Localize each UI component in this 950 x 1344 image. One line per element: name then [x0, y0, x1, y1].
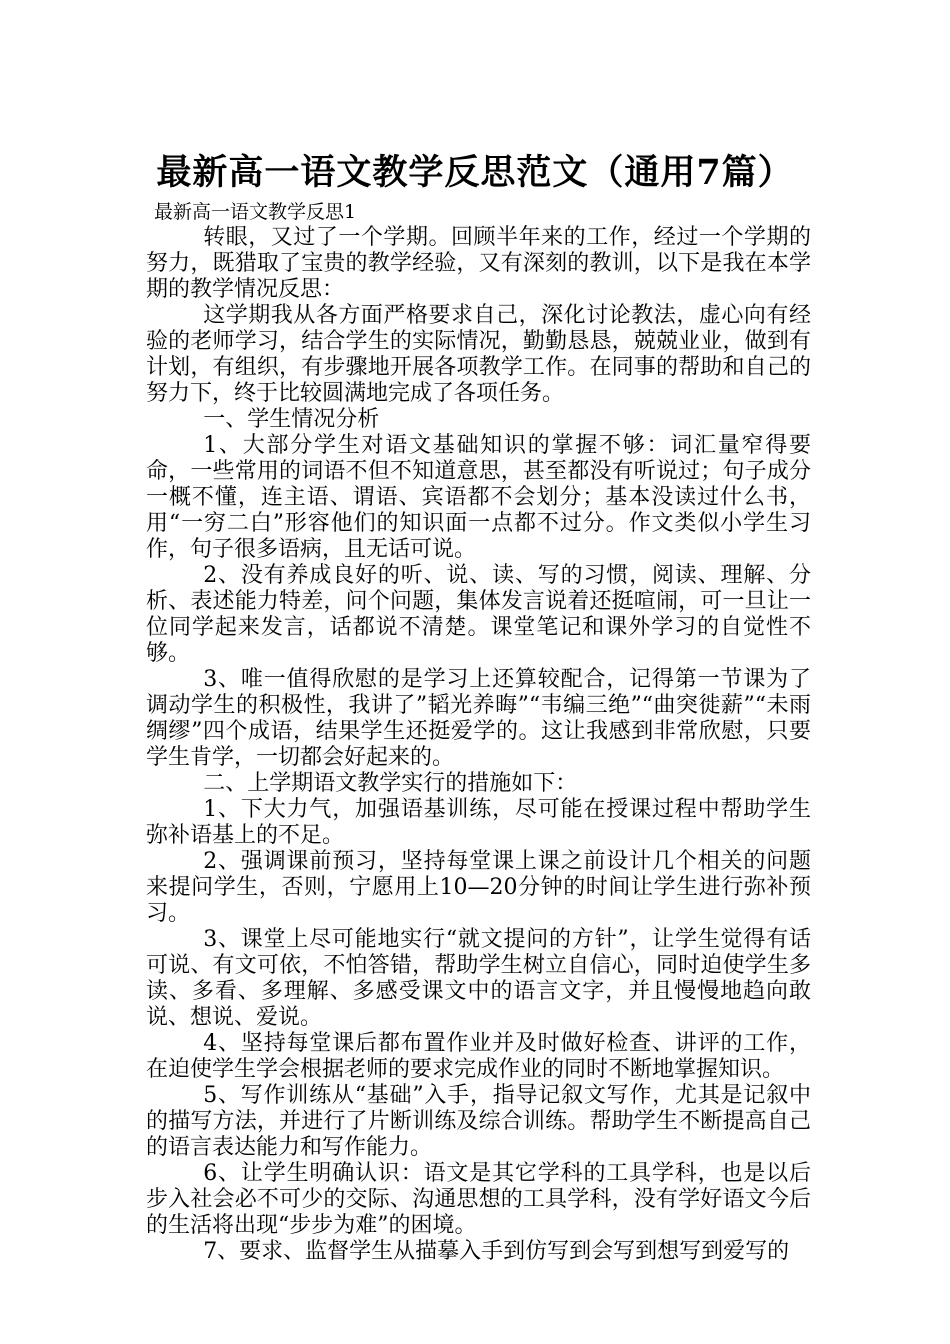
- section-subheading: 一、学生情况分析: [203, 407, 380, 432]
- paragraph: 7、要求、监督学生从描摹入手到仿写到会写到想写到爱写的: [203, 1239, 790, 1264]
- section-heading: 最新高一语文教学反思1: [154, 201, 357, 223]
- paragraph: 2、没有养成良好的听、说、读、写的习惯，阅读、理解、分析、表述能力特差，问个问题，集体发言说着还挺喧闹，可一旦让一位同学起来发言，话都说不清楚。课堂笔记和课外学习的自觉性不够。: [146, 563, 811, 666]
- paragraph: 4、坚持每堂课后都布置作业并及时做好检查、讲评的工作，在迫使学生学会根据老师的要求完成作业的同时不断地掌握知识。: [146, 1031, 811, 1082]
- document-title: 最新高一语文教学反思范文（通用7篇）: [156, 152, 794, 194]
- paragraph: 6、让学生明确认识：语文是其它学科的工具学科，也是以后步入社会必不可少的交际、沟通思想的工具学科，没有学好语文今后的生活将出现“步步为难”的困境。: [146, 1161, 811, 1238]
- paragraph: 5、写作训练从“基础”入手，指导记叙文写作，尤其是记叙中的描写方法，并进行了片断训练及综合训练。帮助学生不断提高自己的语言表达能力和写作能力。: [146, 1083, 811, 1160]
- paragraph: 1、下大力气，加强语基训练，尽可能在授课过程中帮助学生弥补语基上的不足。: [146, 797, 811, 848]
- paragraph: 1、大部分学生对语文基础知识的掌握不够：词汇量窄得要命，一些常用的词语不但不知道意思，甚至都没有听说过；句子成分一概不懂，连主语、谓语、宾语都不会划分；基本没读过什么书，用“一穷二白”形容他们的知识面一点都不过分。作文类似小学生习作，句子很多语病，且无话可说。: [146, 433, 811, 562]
- paragraph: 2、强调课前预习，坚持每堂课上课之前设计几个相关的问题来提问学生，否则，宁愿用上10—20分钟的时间让学生进行弥补预习。: [146, 849, 811, 926]
- paragraph: 3、课堂上尽可能地实行“就文提问的方针”，让学生觉得有话可说、有文可依，不怕答错，帮助学生树立自信心，同时迫使学生多读、多看、多理解、多感受课文中的语言文字，并且慢慢地趋向敢说、想说、爱说。: [146, 927, 811, 1030]
- paragraph: 转眼，又过了一个学期。回顾半年来的工作，经过一个学期的努力，既猎取了宝贵的教学经验，又有深刻的教训，以下是我在本学期的教学情况反思：: [146, 225, 811, 302]
- section-subheading: 二、上学期语文教学实行的措施如下：: [203, 771, 578, 796]
- paragraph: 这学期我从各方面严格要求自己，深化讨论教法，虚心向有经验的老师学习，结合学生的实际情况，勤勤恳恳，兢兢业业，做到有计划，有组织，有步骤地开展各项教学工作。在同事的帮助和自己的努力下，终于比较圆满地完成了各项任务。: [146, 303, 811, 406]
- paragraph: 3、唯一值得欣慰的是学习上还算较配合，记得第一节课为了调动学生的积极性，我讲了”韬光养晦”“韦编三绝”“曲突徙薪”“未雨绸缪”四个成语，结果学生还挺爱学的。这让我感到非常欣慰，只要学生肯学，一切都会好起来的。: [146, 667, 811, 770]
- document-body: [146, 225, 811, 1265]
